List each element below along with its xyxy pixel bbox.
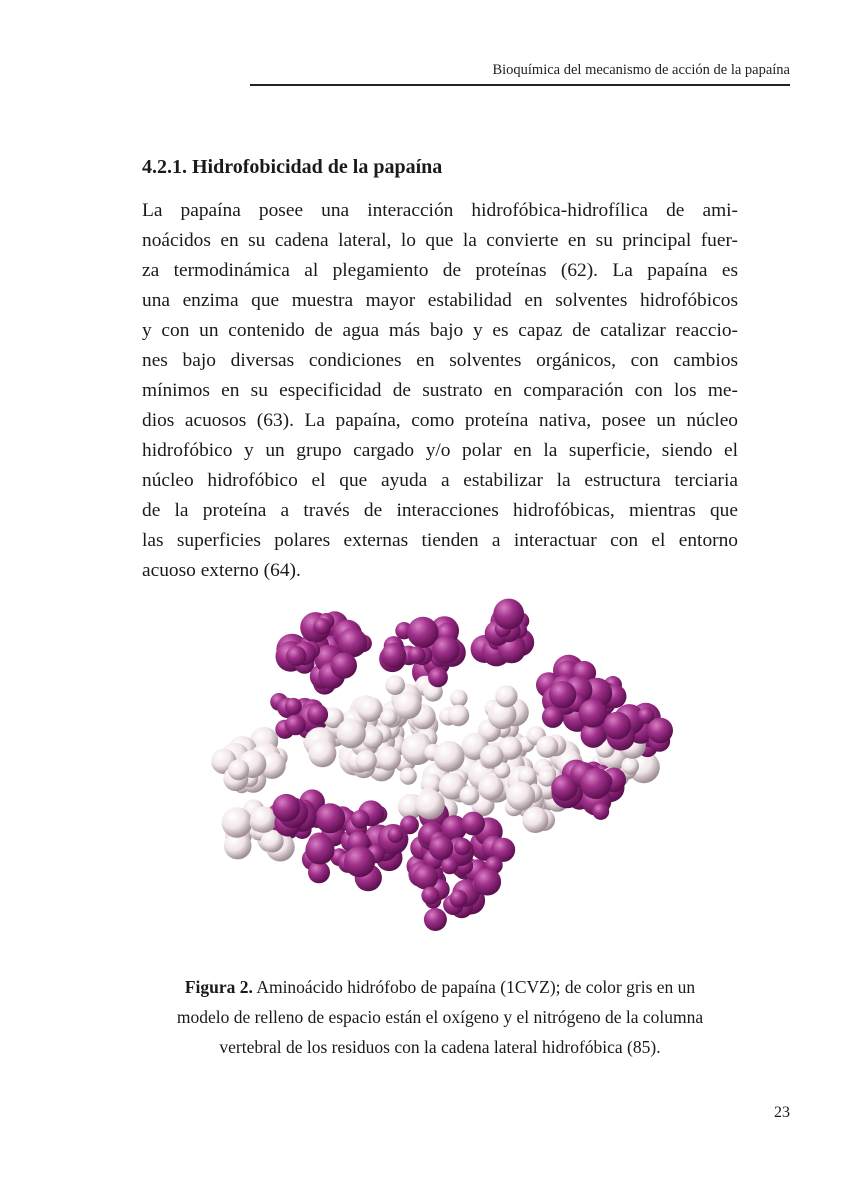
hydrophobic-atom xyxy=(441,857,458,874)
caption-line: vertebral de los residuos con la cadena lateral hidrofóbica (85). xyxy=(219,1037,661,1057)
body-line: hidrofóbico y un grupo cargado y/o polar en la superficie, siendo el xyxy=(142,440,738,461)
hydrophobic-atom xyxy=(286,646,306,666)
backbone-atom xyxy=(506,782,535,811)
backbone-atom xyxy=(356,750,377,771)
body-line: nes bajo diversas condiciones en solventes orgánicos, con cambios xyxy=(142,350,738,371)
hydrophobic-atom xyxy=(305,835,334,864)
hydrophobic-atom xyxy=(285,698,302,715)
hydrophobic-atom xyxy=(344,846,375,877)
protein-model-image xyxy=(200,592,680,932)
header-rule xyxy=(250,84,790,86)
backbone-atom xyxy=(228,759,249,780)
backbone-atom xyxy=(522,807,548,833)
hydrophobic-atom xyxy=(315,803,345,833)
caption-label: Figura 2. xyxy=(184,977,253,997)
hydrophobic-atom xyxy=(450,890,468,908)
hydrophobic-atom xyxy=(549,681,576,708)
hydrophobic-atom xyxy=(351,810,370,829)
section-title: 4.2.1. Hidrofobicidad de la papaína xyxy=(142,156,443,178)
hydrophobic-atom xyxy=(285,715,306,736)
hydrophobic-atom xyxy=(603,712,631,740)
backbone-atom xyxy=(358,697,383,722)
body-line: La papaína posee una interacción hidrofóbica-hidrofílica de ami- xyxy=(142,200,738,221)
body-line: noácidos en su cadena lateral, lo que la convierte en su principal fuer- xyxy=(142,230,738,251)
body-paragraph xyxy=(142,196,738,586)
running-header: Bioquímica del mecanismo de acción de la papaína xyxy=(492,62,790,78)
backbone-atom xyxy=(478,775,503,800)
backbone-atom xyxy=(480,744,503,767)
hydrophobic-atom xyxy=(272,794,300,822)
hydrophobic-atom xyxy=(408,646,426,664)
backbone-atom xyxy=(415,790,445,820)
backbone-atom xyxy=(394,691,422,719)
body-line: dios acuosos (63). La papaína, como proteína nativa, posee un núcleo xyxy=(142,410,738,431)
hydrophobic-atom xyxy=(308,861,330,883)
hydrophobic-atom xyxy=(307,704,328,725)
hydrophobic-atom xyxy=(331,652,357,678)
backbone-atom xyxy=(308,739,336,767)
hydrophobic-atom xyxy=(461,812,485,836)
figure-caption xyxy=(130,972,750,1062)
hydrophobic-atom xyxy=(413,865,438,890)
body-line: una enzima que muestra mayor estabilidad en solventes hidrofóbicos xyxy=(142,290,738,311)
hydrophobic-atom xyxy=(542,706,564,728)
body-line: núcleo hidrofóbico el que ayuda a estabilizar la estructura terciaria xyxy=(142,470,738,491)
hydrophobic-atom xyxy=(493,599,524,630)
page-number: 23 xyxy=(774,1104,790,1121)
backbone-atom xyxy=(336,719,365,748)
backbone-atom xyxy=(380,709,397,726)
body-line: de la proteína a través de interacciones hidrofóbicas, mientras que xyxy=(142,500,738,521)
body-line: mínimos en su especificidad de sustrato en comparación con los me- xyxy=(142,380,738,401)
caption-line: Aminoácido hidrófobo de papaína (1CVZ); de color gris en un xyxy=(256,977,696,997)
backbone-atom xyxy=(434,741,465,772)
backbone-atom xyxy=(460,786,480,806)
hydrophobic-atom xyxy=(432,636,460,664)
body-line: acuoso externo (64). xyxy=(142,560,301,581)
backbone-atom xyxy=(376,746,401,771)
backbone-atom xyxy=(536,736,558,758)
hydrophobic-atom xyxy=(474,868,501,895)
backbone-atom xyxy=(385,675,405,695)
hydrophobic-atom xyxy=(454,839,470,855)
backbone-atom xyxy=(621,757,639,775)
caption-line: modelo de relleno de espacio están el oxígeno y el nitrógeno de la columna xyxy=(176,1007,704,1027)
hydrophobic-atom xyxy=(647,718,673,744)
hydrophobic-atom xyxy=(381,643,406,668)
hydrophobic-atom xyxy=(579,699,608,728)
hydrophobic-atom xyxy=(421,887,439,905)
protein-space-filling-figure xyxy=(200,592,680,932)
backbone-atom xyxy=(450,690,467,707)
backbone-atom xyxy=(495,685,517,707)
hydrophobic-atom xyxy=(429,836,453,860)
backbone-atom xyxy=(400,768,417,785)
backbone-atom xyxy=(222,807,253,838)
hydrophobic-atom xyxy=(313,618,330,635)
hydrophobic-atom xyxy=(592,803,609,820)
body-line: y con un contenido de agua más bajo y es capaz de catalizar reaccio- xyxy=(142,320,738,341)
hydrophobic-atom xyxy=(428,668,448,688)
body-line: za termodinámica al plegamiento de proteínas (62). La papaína es xyxy=(142,260,738,281)
hydrophobic-atom xyxy=(580,768,611,799)
backbone-atom xyxy=(448,705,470,727)
body-line: las superficies polares externas tienden a interactuar con el entorno xyxy=(142,530,738,551)
hydrophobic-atom xyxy=(424,908,447,931)
hydrophobic-atom xyxy=(387,827,403,843)
